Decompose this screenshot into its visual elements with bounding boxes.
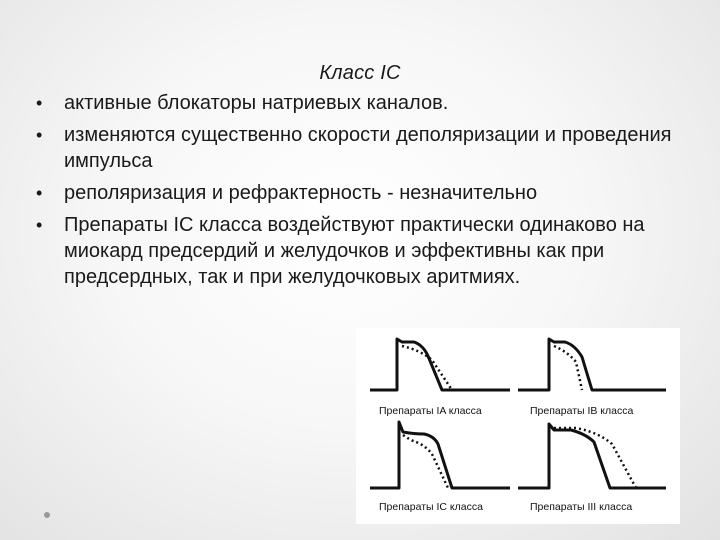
- drug-effect-curve: [403, 435, 448, 488]
- bullet-text: активные блокаторы натриевых каналов.: [64, 92, 449, 114]
- bullet-item: [34, 180, 674, 206]
- baseline-curve: [370, 339, 510, 390]
- slide-corner-dot: [44, 512, 50, 518]
- panel-ic: [370, 422, 510, 513]
- panel-label: Препараты III класса: [530, 501, 633, 513]
- bullet-icon: •: [36, 125, 43, 145]
- panel-ia: [370, 339, 510, 417]
- bullet-text: реполяризация и рефрактерность - незначительно: [64, 182, 538, 204]
- panel-label: Препараты IB класса: [530, 405, 634, 417]
- action-potential-figure: [356, 328, 680, 524]
- slide-title: Класс IC: [319, 62, 401, 84]
- bullet-icon: •: [36, 183, 43, 203]
- baseline-curve: [518, 339, 666, 390]
- bullet-item: [34, 122, 674, 174]
- bullet-list: [34, 90, 674, 296]
- bullet-item: [34, 90, 674, 116]
- panel-iii: [518, 424, 666, 513]
- panel-ib: [518, 339, 666, 417]
- bullet-text: Препараты IC класса воздействуют практически одинаково на миокард предсердий и желудочков и эффективны как при предсердных, так и при желудочковых аритмиях.: [64, 214, 645, 288]
- panel-label: Препараты IC класса: [379, 501, 483, 513]
- bullet-text: изменяются существенно скорости деполяризации и проведения импульса: [64, 124, 672, 172]
- panel-label: Препараты IA класса: [379, 405, 482, 417]
- baseline-curve: [370, 422, 510, 488]
- baseline-curve: [518, 424, 666, 488]
- action-potential-diagram: [356, 328, 680, 524]
- bullet-item: [34, 212, 674, 290]
- bullet-icon: •: [36, 93, 43, 113]
- bullet-icon: •: [36, 215, 43, 235]
